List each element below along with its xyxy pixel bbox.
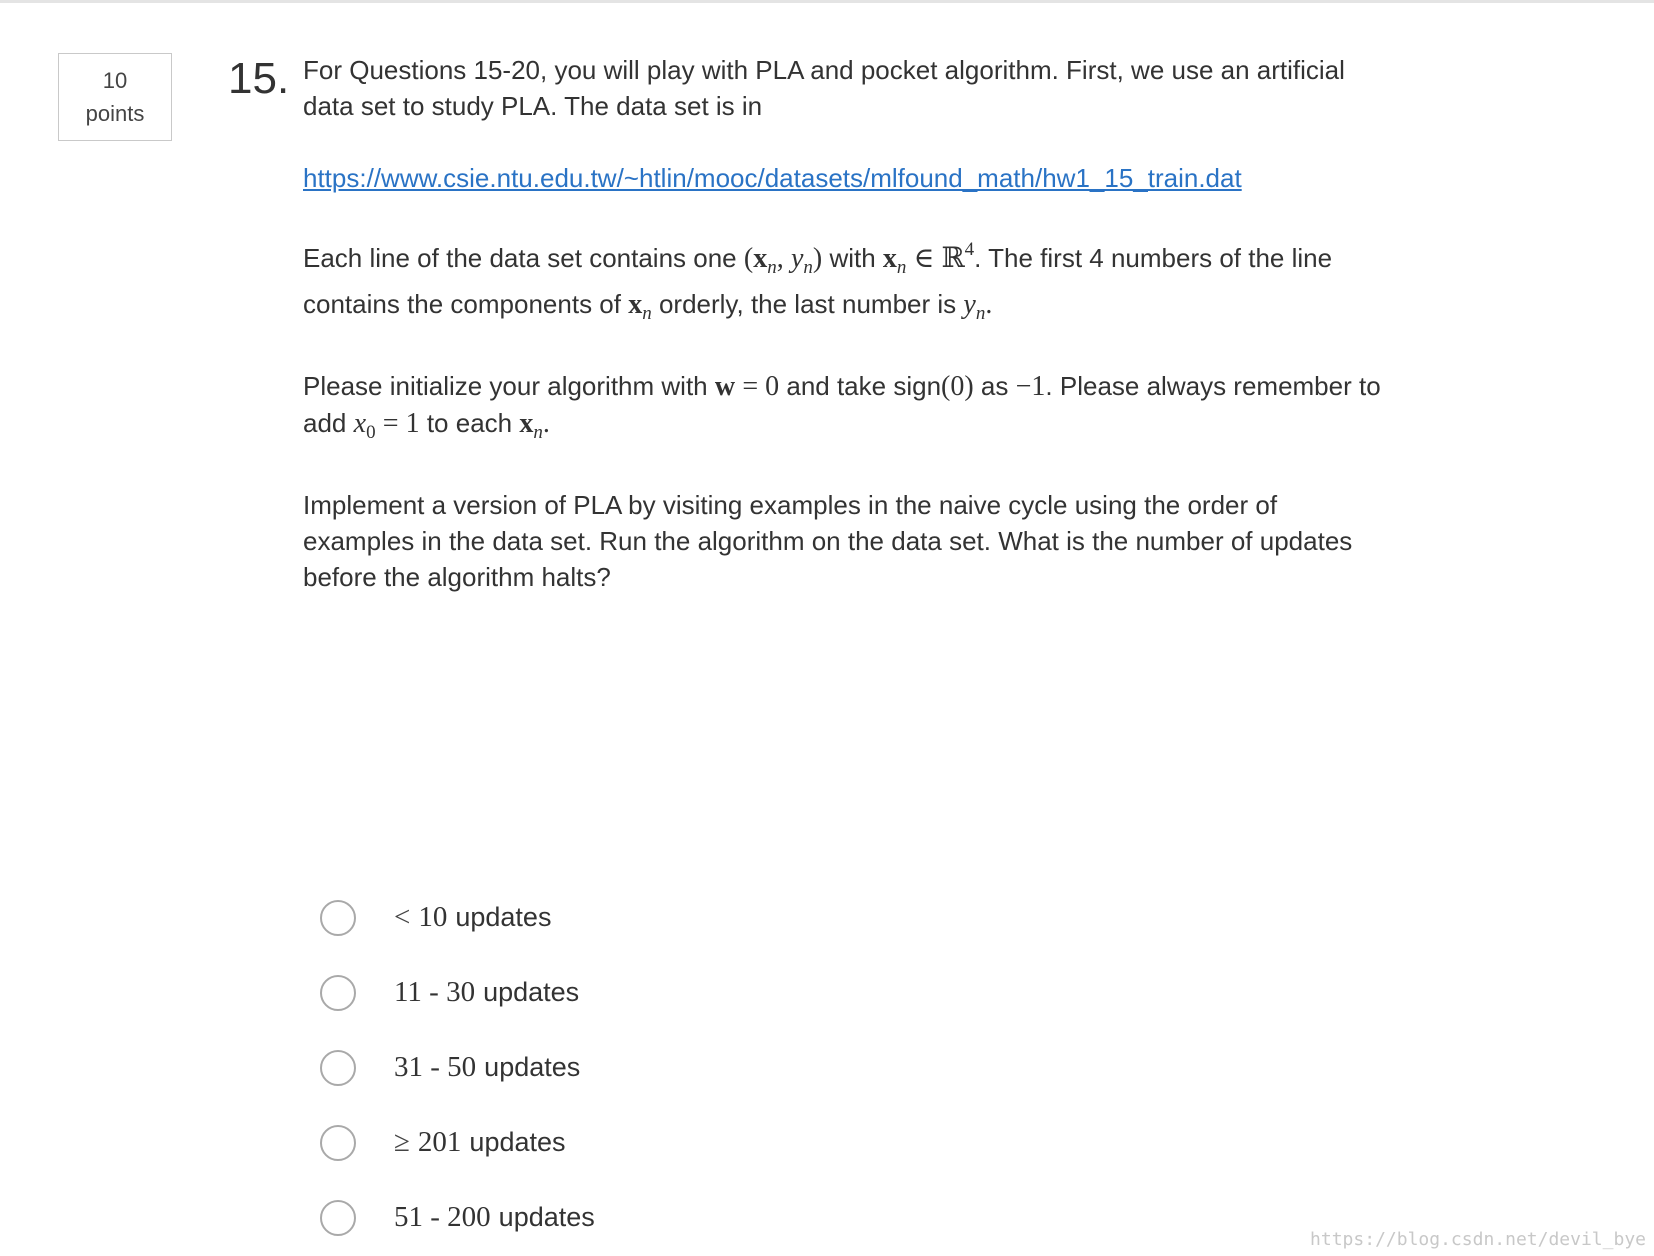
dataset-link[interactable]: https://www.csie.ntu.edu.tw/~htlin/mooc/datasets/mlfound_math/hw1_15_train.dat [303,163,1242,193]
option-31-50[interactable] [320,1030,595,1105]
question-paragraph-3: Please initialize your algorithm with w = 0 and take sign(0) as −1. Please always remember to add $x_0 = 1$ to each $x_n$. [303,371,1381,443]
option-label: 31 - 50 updates [394,1051,581,1083]
option-ge-201[interactable] [320,1105,595,1180]
answer-options [320,880,595,1255]
option-label: < 10 updates [394,901,552,933]
question-number: 15. [228,54,290,103]
points-badge [58,53,172,141]
radio-button[interactable] [320,900,356,936]
option-label: 11 - 30 updates [394,976,580,1008]
watermark: https://blog.csdn.net/devil_bye [1310,1229,1646,1250]
radio-button[interactable] [320,1200,356,1236]
radio-button[interactable] [320,1125,356,1161]
points-value: 10 [102,68,128,93]
option-label: 51 - 200 updates [394,1201,595,1233]
top-divider [0,0,1654,3]
radio-button[interactable] [320,975,356,1011]
option-label: ≥ 201 updates [394,1126,566,1158]
question-body [303,52,1383,595]
question-intro: For Questions 15-20, you will play with PLA and pocket algorithm. First, we use an artificial data set to study PLA. The data set is in [303,55,1345,121]
question-paragraph-4: Implement a version of PLA by visiting examples in the naive cycle using the order of examples in the data set. Run the algorithm on the data set. What is the number of updates before the algorithm halts? [303,490,1353,592]
question-paragraph-2: Each line of the data set contains one ($x_n$, $y_n$) with $x_n$ ∈ ℝ$^4$. The first 4 numbers of the line contains the components of $x_n$ orderly, the last number is $y_n$. [303,239,1333,324]
option-11-30[interactable] [320,955,595,1030]
option-51-200[interactable] [320,1180,595,1255]
option-lt-10[interactable] [320,880,595,955]
points-label: points [85,101,145,126]
radio-button[interactable] [320,1050,356,1086]
